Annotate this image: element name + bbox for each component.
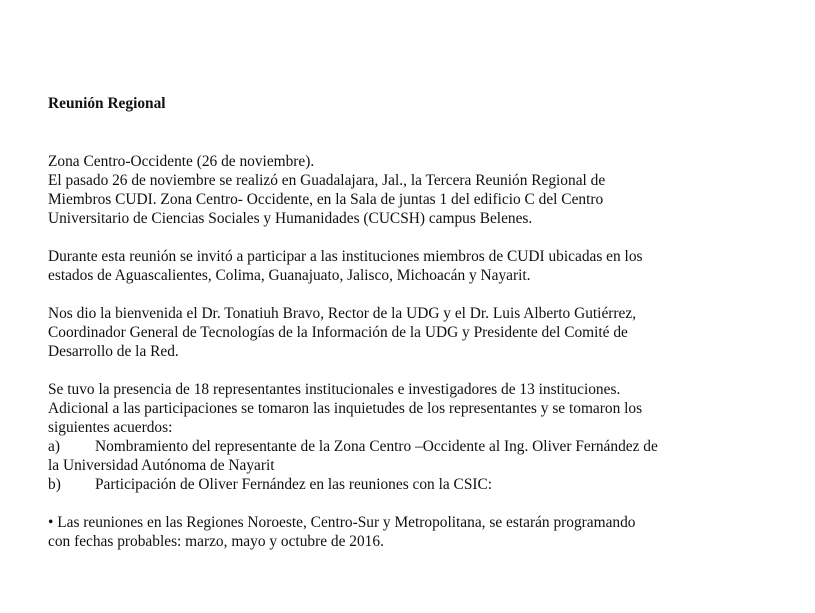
agreement-marker: a)	[48, 438, 60, 455]
presence-line: Se tuvo la presencia de 18 representantes institucionales e investigadores de 13 instituciones.	[48, 381, 621, 398]
presence-paragraph	[48, 380, 788, 494]
welcome-line: Desarrollo de la Red.	[48, 343, 179, 360]
invite-paragraph	[48, 247, 788, 285]
intro-line: Zona Centro-Occidente (26 de noviembre).	[48, 153, 315, 170]
presence-line: Adicional a las participaciones se tomaron las inquietudes de los representantes y se tomaron los	[48, 400, 643, 417]
intro-paragraph	[48, 152, 788, 228]
invite-line: Durante esta reunión se invitó a participar a las instituciones miembros de CUDI ubicadas en los	[48, 248, 643, 265]
bullet-line: con fechas probables: marzo, mayo y octubre de 2016.	[48, 533, 384, 550]
agreement-text: Participación de Oliver Fernández en las reuniones con la CSIC:	[95, 476, 493, 493]
agreement-continuation: la Universidad Autónoma de Nayarit	[48, 457, 275, 474]
welcome-paragraph	[48, 304, 788, 361]
bullet-line: • Las reuniones en las Regiones Noroeste, Centro-Sur y Metropolitana, se estarán programando	[48, 514, 636, 531]
invite-line: estados de Aguascalientes, Colima, Guanajuato, Jalisco, Michoacán y Nayarit.	[48, 267, 531, 284]
intro-line: Universitario de Ciencias Sociales y Humanidades (CUCSH) campus Belenes.	[48, 210, 533, 227]
document-title: Reunión Regional	[48, 95, 166, 112]
agreement-marker: b)	[48, 476, 61, 493]
agreement-item-b	[48, 475, 788, 494]
intro-line: El pasado 26 de noviembre se realizó en Guadalajara, Jal., la Tercera Reunión Regional de	[48, 172, 606, 189]
bullet-paragraph	[48, 513, 788, 551]
document-page	[48, 94, 788, 551]
intro-line: Miembros CUDI. Zona Centro- Occidente, en la Sala de juntas 1 del edificio C del Centro	[48, 191, 604, 208]
agreement-item-a	[48, 437, 788, 456]
welcome-line: Nos dio la bienvenida el Dr. Tonatiuh Bravo, Rector de la UDG y el Dr. Luis Alberto Gutiérrez,	[48, 305, 637, 322]
agreement-text: Nombramiento del representante de la Zona Centro –Occidente al Ing. Oliver Fernández de	[95, 438, 658, 455]
presence-line: siguientes acuerdos:	[48, 419, 173, 436]
welcome-line: Coordinador General de Tecnologías de la Información de la UDG y Presidente del Comité de	[48, 324, 628, 341]
